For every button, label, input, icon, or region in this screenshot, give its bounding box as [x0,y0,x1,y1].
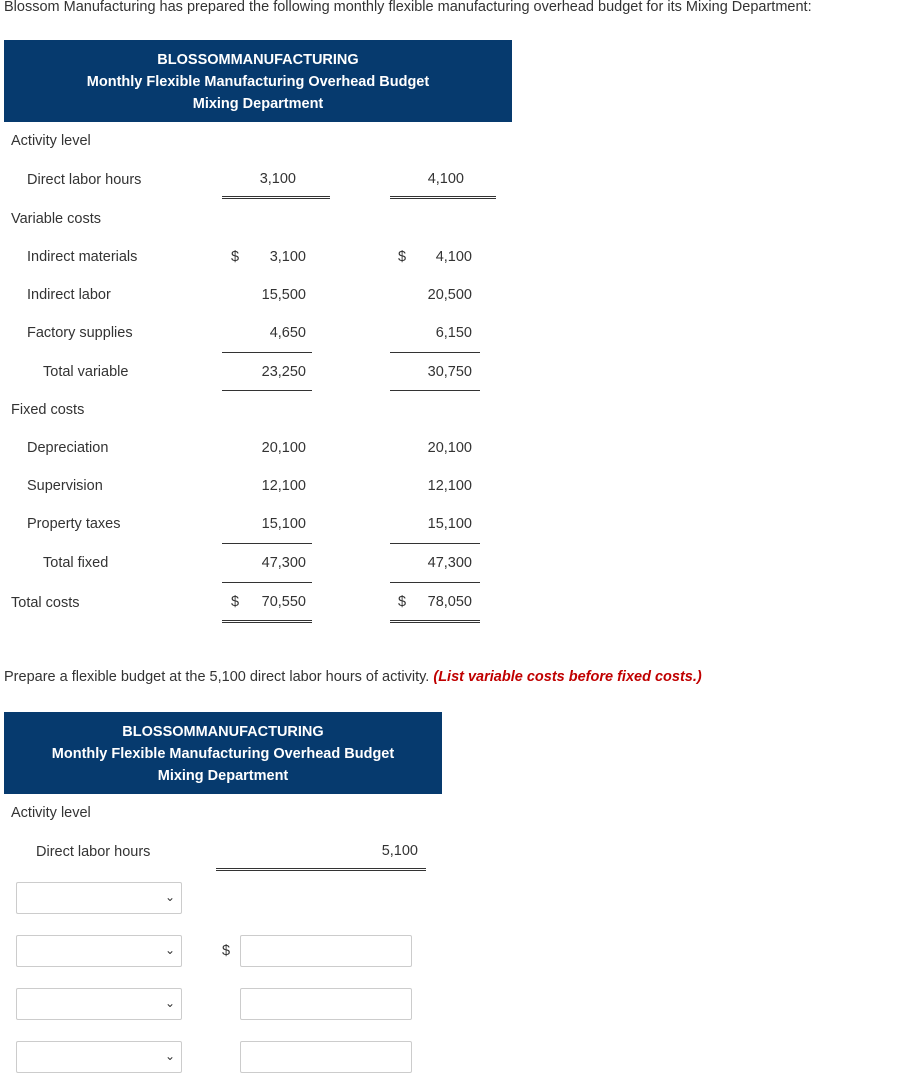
total-variable-c2: 30,750 [427,364,472,380]
factory-supplies-label: Factory supplies [27,325,133,341]
answer-row-4-select[interactable] [16,1041,182,1073]
answer-row-2-select[interactable] [16,935,182,967]
answer-row-1-select[interactable] [16,882,182,914]
total-variable-label: Total variable [43,364,129,380]
total-fixed-c1-rule [222,582,312,583]
answer-row-2-currency: $ [222,943,231,959]
factory-supplies-c1-rule [222,352,312,353]
total-costs-c2-currency: $ [398,594,407,610]
chevron-down-icon: ⌄ [164,943,175,957]
total-fixed-label: Total fixed [43,555,109,571]
depreciation-c1: 20,100 [261,440,306,456]
depreciation-c2: 20,100 [427,440,472,456]
total-costs-label: Total costs [11,595,80,611]
answer-row-3-select[interactable] [16,988,182,1020]
answer-company: BLOSSOMMANUFACTURING [122,724,324,740]
answer-row-3-amount-input[interactable] [240,988,412,1020]
total-costs-c2-double-rule [390,620,480,623]
chevron-down-icon: ⌄ [164,1049,175,1063]
answer-dlh-double-rule [216,868,426,871]
total-costs-c1-currency: $ [231,594,240,610]
total-fixed-c2-rule [390,582,480,583]
answer-row-4-amount-input[interactable] [240,1041,412,1073]
budget-header [4,40,512,122]
total-fixed-c2: 47,300 [427,555,472,571]
total-costs-c1: 70,550 [261,594,306,610]
depreciation-label: Depreciation [27,440,109,456]
total-costs-c2: 78,050 [427,594,472,610]
supervision-c1: 12,100 [261,478,306,494]
property-taxes-c1-rule [222,543,312,544]
indirect-labor-label: Indirect labor [27,287,111,303]
total-variable-c2-rule [390,390,480,391]
budget-title: Monthly Flexible Manufacturing Overhead Budget [86,74,430,90]
factory-supplies-c1: 4,650 [269,325,306,341]
answer-row-2-amount-input[interactable] [240,935,412,967]
dlh-c2-double-rule [390,196,496,199]
indirect-labor-c1: 15,500 [261,287,306,303]
supervision-c2: 12,100 [427,478,472,494]
total-fixed-c1: 47,300 [261,555,306,571]
total-variable-c1: 23,250 [261,364,306,380]
answer-dlh-label: Direct labor hours [36,844,151,860]
activity-level-label: Activity level [11,133,91,149]
dlh-label: Direct labor hours [27,172,142,188]
property-taxes-c2: 15,100 [427,516,472,532]
indirect-labor-c2: 20,500 [427,287,472,303]
answer-dlh-value: 5,100 [381,843,418,859]
instruction-note: (List variable costs before fixed costs.) [433,669,702,685]
chevron-down-icon: ⌄ [164,890,175,904]
indirect-materials-c2-currency: $ [398,249,407,265]
chevron-down-icon: ⌄ [164,996,175,1010]
factory-supplies-c2-rule [390,352,480,353]
budget-company: BLOSSOMMANUFACTURING [157,52,359,68]
answer-title: Monthly Flexible Manufacturing Overhead Budget [51,746,395,762]
indirect-materials-c1: 3,100 [269,249,306,265]
dlh-c1-double-rule [222,196,330,199]
dlh-c1: 3,100 [259,171,296,187]
factory-supplies-c2: 6,150 [435,325,472,341]
answer-header [4,712,442,794]
property-taxes-c2-rule [390,543,480,544]
answer-activity-level-label: Activity level [11,805,91,821]
fixed-costs-label: Fixed costs [11,402,85,418]
property-taxes-c1: 15,100 [261,516,306,532]
instruction-text: Prepare a flexible budget at the 5,100 direct labor hours of activity. [4,669,430,685]
indirect-materials-c1-currency: $ [231,249,240,265]
total-costs-c1-double-rule [222,620,312,623]
supervision-label: Supervision [27,478,103,494]
total-variable-c1-rule [222,390,312,391]
dlh-c2: 4,100 [427,171,464,187]
instruction [4,669,702,685]
property-taxes-label: Property taxes [27,516,121,532]
variable-costs-label: Variable costs [11,211,101,227]
answer-department: Mixing Department [157,768,289,784]
budget-department: Mixing Department [192,96,324,112]
intro-text: Blossom Manufacturing has prepared the following monthly flexible manufacturing overhead budget for its Mixing Department: [4,0,812,15]
indirect-materials-label: Indirect materials [27,249,138,265]
indirect-materials-c2: 4,100 [435,249,472,265]
